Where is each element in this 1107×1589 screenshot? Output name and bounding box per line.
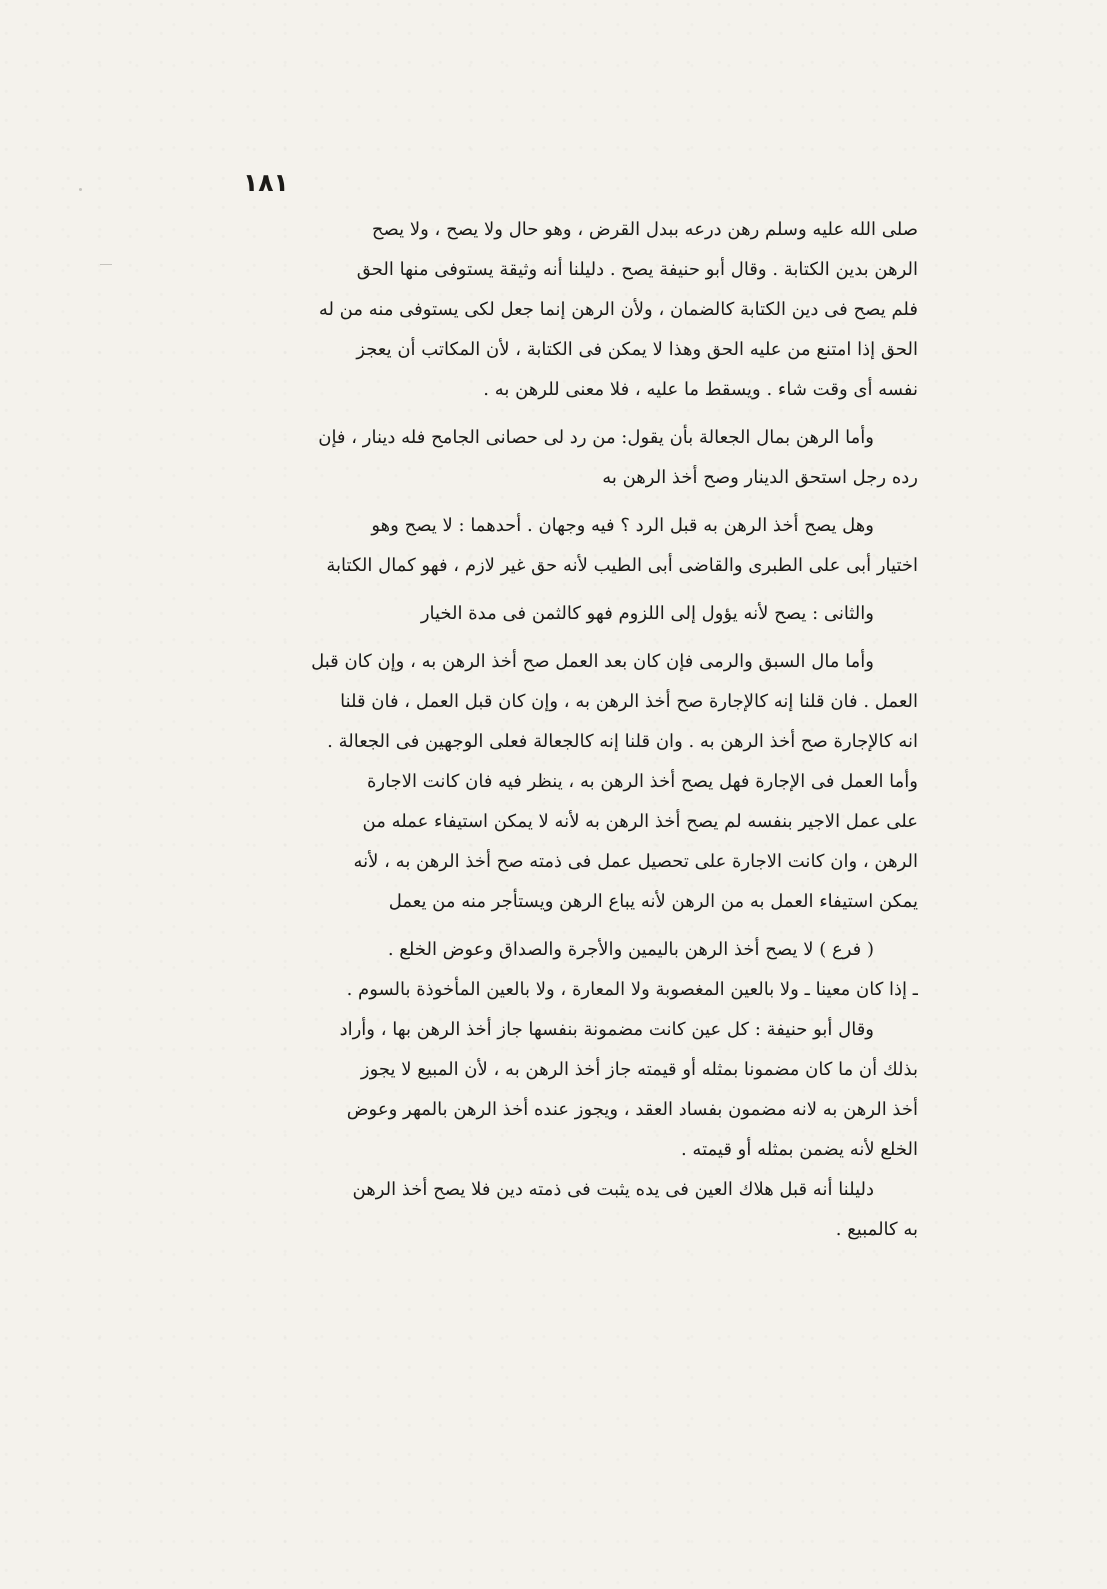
text-line-14: وأما العمل فى الإجارة فهل يصح أخذ الرهن به ، ينظر فيه فان كانت الاجارة <box>366 771 918 792</box>
text-line-8: وهل يصح أخذ الرهن به قبل الرد ؟ فيه وجهان . أحدهما : لا يصح وهو <box>371 515 874 536</box>
arabic-text-body <box>187 210 918 1250</box>
text-line-24: دليلنا أنه قبل هلاك العين فى يده يثبت فى ذمته دين فلا يصح أخذ الرهن <box>352 1179 874 1200</box>
text-line-1: صلى الله عليه وسلم رهن درعه ببدل القرض ، وهو حال ولا يصح ، ولا يصح <box>371 219 918 240</box>
text-line-2: الرهن بدين الكتابة . وقال أبو حنيفة يصح . دليلنا أنه وثيقة يستوفى منها الحق <box>356 259 918 280</box>
text-line-16: الرهن ، وان كانت الاجارة على تحصيل عمل فى ذمته صح أخذ الرهن به ، لأنه <box>353 851 918 872</box>
text-line-23: الخلع لأنه يضمن بمثله أو قيمته . <box>680 1139 918 1160</box>
text-line-17: يمكن استيفاء العمل به من الرهن لأنه يباع الرهن ويستأجر منه من يعمل <box>388 891 918 912</box>
text-line-21: بذلك أن ما كان مضمونا بمثله أو قيمته جاز أخذ الرهن به ، لأن المبيع لا يجوز <box>360 1059 918 1080</box>
text-line-5: نفسه أى وقت شاء . ويسقط ما عليه ، فلا معنى للرهن به . <box>483 379 918 400</box>
text-line-12: العمل . فان قلنا إنه كالإجارة صح أخذ الرهن به ، وإن كان قبل العمل ، فان قلنا <box>340 691 918 712</box>
page-number: ١٨١ <box>243 168 289 197</box>
text-line-4: الحق إذا امتنع من عليه الحق وهذا لا يمكن فى الكتابة ، لأن المكاتب أن يعجز <box>356 339 918 360</box>
text-line-19: ـ إذا كان معينا ـ ولا بالعين المغصوبة ولا المعارة ، ولا بالعين المأخوذة بالسوم . <box>346 979 918 1000</box>
paragraph-gap <box>187 498 918 506</box>
text-line-3: فلم يصح فى دين الكتابة كالضمان ، ولأن الرهن إنما جعل لكى يستوفى منه من له <box>318 299 918 320</box>
text-line-22: أخذ الرهن به لانه مضمون بفساد العقد ، ويجوز عنده أخذ الرهن بالمهر وعوض <box>346 1099 918 1120</box>
text-line-20: وقال أبو حنيفة : كل عين كانت مضمونة بنفسها جاز أخذ الرهن بها ، وأراد <box>339 1019 874 1040</box>
text-line-15: على عمل الاجير بنفسه لم يصح أخذ الرهن به لأنه لا يمكن استيفاء عمله من <box>362 811 918 832</box>
paragraph-gap <box>187 410 918 418</box>
text-line-25: به كالمبيع . <box>835 1219 918 1240</box>
text-line-18: ( فرع ) لا يصح أخذ الرهن باليمين والأجرة والصداق وعوض الخلع . <box>387 939 874 960</box>
text-line-9: اختيار أبى على الطبرى والقاضى أبى الطيب لأنه حق غير لازم ، فهو كمال الكتابة <box>326 555 918 576</box>
scan-speck <box>79 188 82 191</box>
text-line-6: وأما الرهن بمال الجعالة بأن يقول: من رد لى حصانى الجامح فله دينار ، فإن <box>318 427 874 448</box>
paragraph-gap <box>187 922 918 930</box>
scan-speck <box>100 264 112 265</box>
text-line-7: رده رجل استحق الدينار وصح أخذ الرهن به <box>602 467 918 488</box>
paragraph-gap <box>187 586 918 594</box>
text-line-13: انه كالإجارة صح أخذ الرهن به . وان قلنا إنه كالجعالة فعلى الوجهين فى الجعالة . <box>327 731 918 752</box>
text-line-11: وأما مال السبق والرمى فإن كان بعد العمل صح أخذ الرهن به ، وإن كان قبل <box>311 651 874 672</box>
text-line-10: والثانى : يصح لأنه يؤول إلى اللزوم فهو كالثمن فى مدة الخيار <box>420 603 874 624</box>
paragraph-gap <box>187 634 918 642</box>
